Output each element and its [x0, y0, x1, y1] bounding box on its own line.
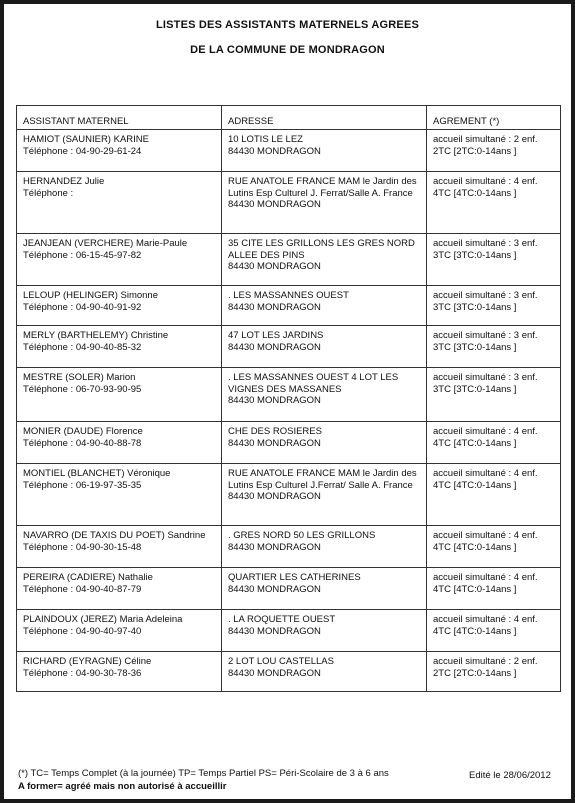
address-street: 2 LOT LOU CASTELLAS	[228, 656, 334, 667]
assistant-name: RICHARD (EYRAGNE) Céline	[23, 656, 152, 667]
table-header-row	[17, 106, 561, 130]
table-row	[17, 464, 561, 526]
address-street: 10 LOTIS LE LEZ	[228, 134, 303, 145]
address-cell	[222, 286, 427, 326]
table-row	[17, 422, 561, 464]
agrement-capacity: accueil simultané : 4 enf.	[433, 530, 538, 541]
assistant-name: HAMIOT (SAUNIER) KARINE	[23, 134, 149, 145]
assistant-name: MONIER (DAUDE) Florence	[23, 426, 143, 437]
agrement-cell	[427, 286, 561, 326]
agrement-detail: 4TC [4TC:0-14ans ]	[433, 479, 517, 491]
note-text: A former= agréé mais non autorisé à accueillir	[18, 781, 227, 792]
address-city: 84430 MONDRAGON	[228, 491, 321, 502]
assistant-phone: Téléphone : 04-90-40-85-32	[23, 341, 142, 353]
assistant-phone: Téléphone : 06-15-45-97-82	[23, 249, 142, 261]
address-city: 84430 MONDRAGON	[228, 145, 321, 157]
table-row	[17, 172, 561, 234]
address-city: 84430 MONDRAGON	[228, 301, 321, 313]
agrement-cell	[427, 422, 561, 464]
agrement-detail: 4TC [4TC:0-14ans ]	[433, 541, 517, 553]
agrement-cell	[427, 234, 561, 286]
table-row	[17, 326, 561, 368]
address-street: QUARTIER LES CATHERINES	[228, 572, 361, 583]
agrement-capacity: accueil simultané : 4 enf.	[433, 468, 538, 479]
address-street: 47 LOT LES JARDINS	[228, 330, 324, 341]
agrement-cell	[427, 368, 561, 422]
agrement-cell	[427, 568, 561, 610]
agrement-cell	[427, 172, 561, 234]
address-street: CHE DES ROSIERES	[228, 426, 322, 437]
address-cell	[222, 234, 427, 286]
address-street: RUE ANATOLE FRANCE MAM le Jardin des Lutins Esp Culturel J.Ferrat/ Salle A. France	[228, 468, 417, 491]
address-city: 84430 MONDRAGON	[228, 667, 321, 679]
assistant-phone: Téléphone : 04-90-40-87-79	[23, 583, 142, 595]
assistant-cell	[17, 464, 222, 526]
address-cell	[222, 526, 427, 568]
address-city: 84430 MONDRAGON	[228, 583, 321, 595]
assistant-phone: Téléphone : 06-70-93-90-95	[23, 383, 142, 395]
address-cell	[222, 326, 427, 368]
edited-date: Edité le 28/06/2012	[469, 770, 551, 781]
assistant-name: MESTRE (SOLER) Marion	[23, 372, 136, 383]
address-cell	[222, 610, 427, 652]
assistant-phone: Téléphone : 04-90-30-78-36	[23, 667, 142, 679]
assistant-name: HERNANDEZ Julie	[23, 176, 105, 187]
agrement-detail: 3TC [3TC:0-14ans ]	[433, 383, 517, 395]
address-street: . LA ROQUETTE OUEST	[228, 614, 336, 625]
column-header-agrement: AGREMENT (*)	[427, 106, 561, 130]
assistant-cell	[17, 526, 222, 568]
assistant-phone: Téléphone : 04-90-30-15-48	[23, 541, 142, 553]
address-cell	[222, 464, 427, 526]
address-city: 84430 MONDRAGON	[228, 261, 321, 272]
agrement-capacity: accueil simultané : 4 enf.	[433, 176, 538, 187]
assistant-name: PEREIRA (CADIERE) Nathalie	[23, 572, 153, 583]
address-street: . LES MASSANNES OUEST	[228, 290, 349, 301]
agrement-capacity: accueil simultané : 4 enf.	[433, 572, 538, 583]
address-cell	[222, 422, 427, 464]
column-header-address: ADRESSE	[222, 106, 427, 130]
assistant-phone: Téléphone : 06-19-97-35-35	[23, 479, 142, 491]
agrement-capacity: accueil simultané : 3 enf.	[433, 238, 538, 249]
assistant-name: LELOUP (HELINGER) Simonne	[23, 290, 158, 301]
agrement-capacity: accueil simultané : 3 enf.	[433, 290, 538, 301]
table-row	[17, 286, 561, 326]
agrement-detail: 4TC [4TC:0-14ans ]	[433, 583, 517, 595]
assistant-cell	[17, 130, 222, 172]
assistant-cell	[17, 286, 222, 326]
assistant-phone: Téléphone :	[23, 187, 74, 199]
agrement-cell	[427, 464, 561, 526]
legend-text: (*) TC= Temps Complet (à la journée) TP= Temps Partiel PS= Péri-Scolaire de 3 à 6 ans	[18, 768, 389, 779]
table-row	[17, 652, 561, 692]
agrement-detail: 3TC [3TC:0-14ans ]	[433, 301, 517, 313]
agrement-cell	[427, 652, 561, 692]
agrement-capacity: accueil simultané : 4 enf.	[433, 614, 538, 625]
table-row	[17, 368, 561, 422]
agrement-capacity: accueil simultané : 2 enf.	[433, 656, 538, 667]
assistant-cell	[17, 172, 222, 234]
assistant-name: PLAINDOUX (JEREZ) Maria Adeleina	[23, 614, 183, 625]
agrement-cell	[427, 526, 561, 568]
agrement-capacity: accueil simultané : 4 enf.	[433, 426, 538, 437]
agrement-detail: 4TC [4TC:0-14ans ]	[433, 437, 517, 449]
column-header-assistant: ASSISTANT MATERNEL	[17, 106, 222, 130]
assistant-cell	[17, 652, 222, 692]
address-city: 84430 MONDRAGON	[228, 341, 321, 353]
table-row	[17, 526, 561, 568]
document-subtitle: DE LA COMMUNE DE MONDRAGON	[190, 44, 385, 56]
address-cell	[222, 130, 427, 172]
address-city: 84430 MONDRAGON	[228, 541, 321, 553]
agrement-capacity: accueil simultané : 3 enf.	[433, 372, 538, 383]
assistant-cell	[17, 368, 222, 422]
assistant-cell	[17, 234, 222, 286]
assistant-name: NAVARRO (DE TAXIS DU POET) Sandrine	[23, 530, 206, 541]
assistant-name: MONTIEL (BLANCHET) Véronique	[23, 468, 171, 479]
address-city: 84430 MONDRAGON	[228, 199, 321, 210]
document-page	[4, 4, 571, 799]
table-row	[17, 130, 561, 172]
address-cell	[222, 568, 427, 610]
address-street: RUE ANATOLE FRANCE MAM le Jardin des Lutins Esp Culturel J. Ferrat/Salle A. France	[228, 176, 417, 199]
assistant-cell	[17, 326, 222, 368]
assistant-phone: Téléphone : 04-90-40-91-92	[23, 301, 142, 313]
address-city: 84430 MONDRAGON	[228, 437, 321, 449]
agrement-detail: 4TC [4TC:0-14ans ]	[433, 625, 517, 637]
table-row	[17, 234, 561, 286]
assistant-cell	[17, 610, 222, 652]
agrement-detail: 2TC [2TC:0-14ans ]	[433, 145, 517, 157]
agrement-cell	[427, 610, 561, 652]
assistant-phone: Téléphone : 04-90-40-97-40	[23, 625, 142, 637]
assistant-cell	[17, 568, 222, 610]
agrement-detail: 2TC [2TC:0-14ans ]	[433, 667, 517, 679]
table-row	[17, 568, 561, 610]
address-cell	[222, 368, 427, 422]
agrement-detail: 3TC [3TC:0-14ans ]	[433, 249, 517, 261]
address-street: 35 CITE LES GRILLONS LES GRES NORD ALLEE DES PINS	[228, 238, 415, 261]
assistant-phone: Téléphone : 04-90-40-88-78	[23, 437, 142, 449]
assistant-cell	[17, 422, 222, 464]
agrement-cell	[427, 130, 561, 172]
agrement-capacity: accueil simultané : 2 enf.	[433, 134, 538, 145]
address-street: . GRES NORD 50 LES GRILLONS	[228, 530, 376, 541]
agrement-capacity: accueil simultané : 3 enf.	[433, 330, 538, 341]
assistants-table	[16, 105, 561, 692]
assistant-name: JEANJEAN (VERCHERE) Marie-Paule	[23, 238, 188, 249]
address-city: 84430 MONDRAGON	[228, 625, 321, 637]
agrement-detail: 4TC [4TC:0-14ans ]	[433, 187, 517, 199]
address-cell	[222, 652, 427, 692]
agrement-cell	[427, 326, 561, 368]
assistant-name: MERLY (BARTHELEMY) Christine	[23, 330, 169, 341]
document-title: LISTES DES ASSISTANTS MATERNELS AGREES	[155, 19, 420, 31]
address-cell	[222, 172, 427, 234]
address-city: 84430 MONDRAGON	[228, 395, 321, 406]
address-street: . LES MASSANNES OUEST 4 LOT LES VIGNES DES MASSANES	[228, 372, 399, 395]
assistant-phone: Téléphone : 04-90-29-61-24	[23, 145, 142, 157]
table-row	[17, 610, 561, 652]
agrement-detail: 3TC [3TC:0-14ans ]	[433, 341, 517, 353]
